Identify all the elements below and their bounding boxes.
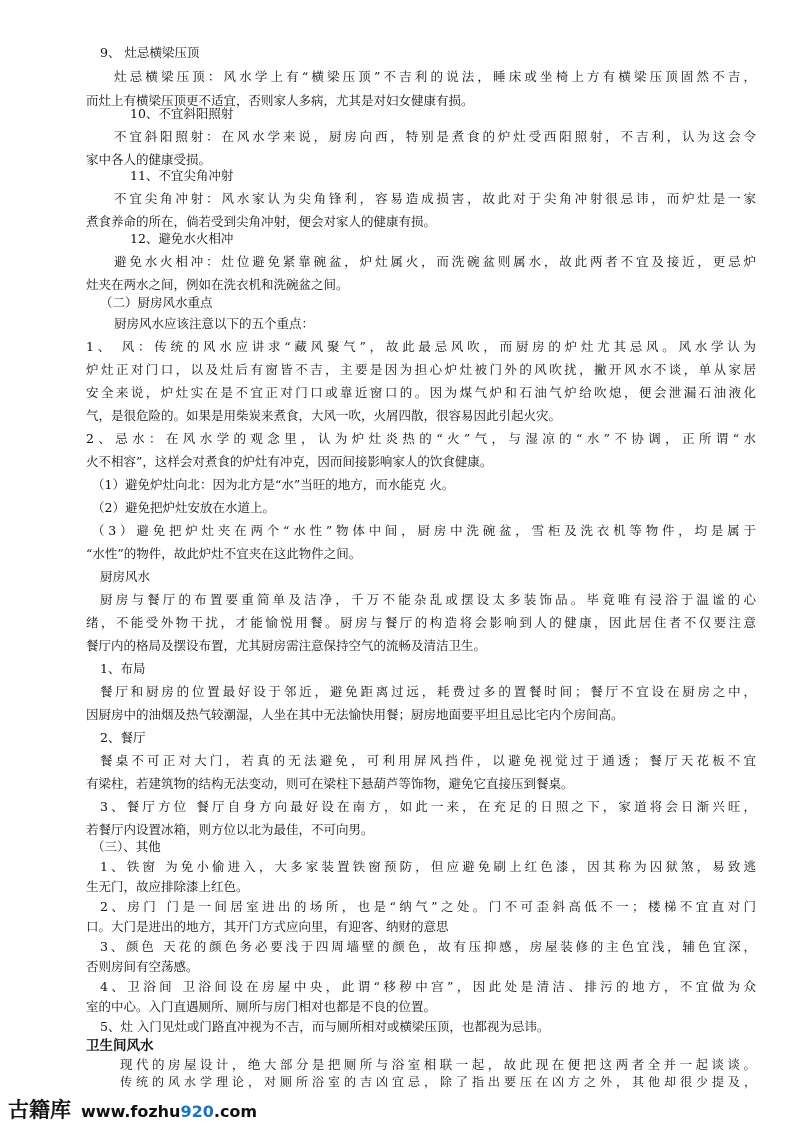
paragraph-line: “水性”的物件，故此炉灶不宜夹在这此物件之间。: [86, 546, 362, 561]
paragraph-line: 灶夹在两水之间，例如在洗衣机和洗碗盆之间。: [86, 277, 349, 292]
footer-watermark: [8, 1094, 257, 1124]
heading-11: 11、不宜尖角冲射: [130, 168, 234, 183]
paragraph-line: 不宜尖角冲射：风水家认为尖角锋利，容易造成损害，故此对于尖角冲射很忌讳，而炉灶是一家: [114, 191, 756, 206]
paragraph-line: 1、 风：传统的风水应讲求“藏风聚气”，故此最忌风吹，而厨房的炉灶尤其忌风。风水学认为: [86, 339, 756, 354]
paragraph-line: 餐厅内的格局及摆设布置，尤其厨房需注意保持空气的流畅及清洁卫生。: [86, 638, 487, 653]
paragraph-line: 传统的风水学理论，对厕所浴室的吉凶宜忌，除了指出要压在凶方之外，其他却很少提及，: [120, 1075, 756, 1089]
footer-url[interactable]: www.fozhu920.com: [81, 1102, 258, 1121]
paragraph-line: 气，是很危险的。如果是用柴炭来煮食，大风一吹，火屑四散，很容易因此引起火灾。: [86, 408, 562, 423]
paragraph-line: 而灶上有横梁压顶更不适宜，否则家人多病，尤其是对妇女健康有损。: [86, 93, 474, 108]
paragraph-line: 避免水火相冲：灶位避免紧靠碗盆，炉灶属火，而洗碗盆则属水，故此两者不宜及接近，更忌炉: [114, 254, 756, 269]
paragraph-line: 餐厅和厨房的位置最好设于邻近，避免距离过远，耗费过多的置餐时间；餐厅不宜设在厨房之中，: [100, 684, 756, 699]
section-heading-bathroom: 卫生间风水: [86, 1038, 154, 1054]
paragraph-line: 家中各人的健康受损。: [86, 152, 212, 167]
paragraph-line: 3、颜色 天花的颜色务必要浅于四周墙壁的颜色，故有压抑感，房屋装修的主色宜浅，辅色宜深，: [100, 939, 756, 954]
heading-10: 10、不宜斜阳照射: [130, 106, 234, 121]
paragraph-line: 有梁柱，若建筑物的结构无法变动，则可在梁柱下悬葫芦等饰物，避免它直接压到餐桌。: [86, 776, 574, 791]
paragraph-line: 4、卫浴间 卫浴间设在房屋中央，此谓“移秽中宫”，因此处是清洁、排污的地方，不宜做为众: [100, 979, 756, 994]
paragraph-line: 口。大门是进出的地方，其开门方式应向里，有迎客、纳财的意思: [86, 919, 449, 934]
heading-9: 9、 灶忌横梁压顶: [100, 45, 200, 60]
paragraph-line: 2、忌水：在风水学的观念里，认为炉灶炎热的“火”气，与湿凉的“水”不协调，正所谓“水: [86, 431, 756, 446]
paragraph-line: 安全来说，炉灶实在是不宜正对门口或靠近窗口的。因为煤气炉和石油气炉给吹熄，便会泄漏石油液化: [86, 385, 756, 400]
section-heading: 厨房风水: [100, 569, 151, 584]
footer-site-name: 古籍库: [8, 1098, 71, 1122]
paragraph-line: 厨房风水应该注意以下的五个重点：: [114, 316, 315, 331]
paragraph-line: 否则房间有空荡感。: [86, 959, 199, 974]
paragraph-line: 3、餐厅方位 餐厅自身方向最好设在南方，如此一来，在充足的日照之下，家道将会日渐兴旺，: [100, 799, 756, 814]
paragraph-line: 火不相容”，这样会对煮食的炉灶有冲克，因而间接影响家人的饮食健康。: [86, 454, 493, 469]
paragraph-line: 生无门，故应排除漆上红色。: [86, 879, 249, 894]
paragraph-line: 2、房门 门是一间居室进出的场所，也是“纳气”之处。门不可歪斜高低不一；楼梯不宜直对门: [100, 899, 756, 914]
paragraph-line: 灶忌横梁压顶：风水学上有“横梁压顶”不吉利的说法，睡床或坐椅上方有横梁压顶固然不吉，: [114, 69, 756, 84]
list-item: （2）避免把炉灶安放在水道上。: [92, 500, 275, 515]
heading-12: 12、避免水火相冲: [130, 231, 234, 246]
paragraph-line: 5、灶 入门见灶或门路直冲视为不吉，而与厕所相对或横梁压顶，也都视为忌讳。: [100, 1019, 550, 1034]
paragraph-line: 厨房与餐厅的布置要重简单及洁净，千万不能杂乱或摆设太多装饰品。毕竟唯有浸浴于温谧的心: [100, 592, 756, 607]
paragraph-line: 不宜斜阳照射：在风水学来说，厨房向西，特别是煮食的炉灶受西阳照射，不吉利，认为这会令: [114, 129, 756, 144]
list-item: （3）避免把炉灶夹在两个“水性”物体中间，厨房中洗碗盆，雪柜及洗衣机等物件，均是属于: [92, 523, 756, 538]
list-item: （1）避免炉灶向北：因为北方是“水”当旺的地方，而水能克 火。: [92, 477, 455, 492]
paragraph-line: 炉灶正对门口，以及灶后有窗皆不吉，主要是因为担心炉灶被门外的风吹扰，撇开风水不谈，单从家居: [86, 362, 756, 377]
paragraph-line: 煮食养命的所在，倘若受到尖角冲射，便会对家人的健康有损。: [86, 214, 437, 229]
paragraph-line: 因厨房中的油烟及热气较潮湿，人坐在其中无法愉快用餐；厨房地面要平坦且忌比宅内个房间高。: [86, 707, 624, 722]
paragraph-line: 现代的房屋设计，绝大部分是把厕所与浴室相联一起，故此现在便把这两者全并一起谈谈。: [120, 1057, 756, 1072]
paragraph-line: 1、铁窗 为免小偷进入，大多家装置铁窗预防，但应避免刷上红色漆，因其称为囚狱煞，易致逃: [100, 859, 756, 874]
section-heading-3: （三）、其他: [92, 839, 161, 854]
paragraph-line: 餐桌不可正对大门，若真的无法避免，可利用屏风挡件，以避免视觉过于通透；餐厅天花板不宜: [100, 753, 756, 768]
section-heading-2: （二）厨房风水重点: [100, 295, 213, 310]
paragraph-line: 室的中心。入门直遇厕所、厕所与房门相对也都是不良的位置。: [86, 999, 437, 1014]
paragraph-line: 绪，不能受外物干扰，才能愉悦用餐。厨房与餐厅的构造将会影响到人的健康，因此居住者不仅要注意: [86, 615, 756, 630]
subheading: 2、餐厅: [100, 730, 146, 745]
paragraph-line: 若餐厅内设置冰箱，则方位以北为最佳，不可向男。: [86, 822, 374, 837]
subheading: 1、布局: [100, 661, 146, 676]
